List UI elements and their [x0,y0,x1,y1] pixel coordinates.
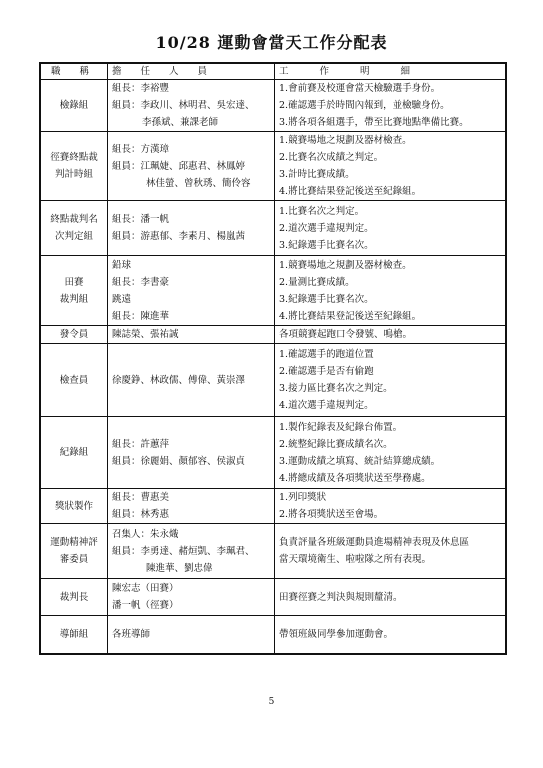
group-cell [40,616,108,654]
tasks-line: 3.紀錄選手比賽名次。 [279,293,374,305]
group-cell [40,579,108,616]
header-staff: 擔 任 人 員 [108,63,275,80]
staff-cell [108,80,275,132]
staff-line: 跳遠 [112,293,132,305]
tasks-line: 3.紀錄選手比賽名次。 [279,239,374,251]
staff-cell [108,201,275,256]
tasks-cell [275,524,507,579]
tasks-cell [275,616,507,654]
tasks-line: 4.將比賽結果登記後送至紀錄組。 [279,310,422,322]
staff-line: 組員：游惠郁、李素月、楊嵐茜 [112,231,246,242]
group-line: 次判定組 [54,231,93,242]
table-row [40,256,506,326]
group-line: 裁判組 [59,293,89,305]
staff-cell [108,417,275,489]
group-cell [40,326,108,344]
header-group: 職 稱 [40,63,108,80]
staff-cell [108,132,275,201]
tasks-line: 2.比賽名次成績之判定。 [279,152,384,163]
tasks-line: 3.接力區比賽名次之判定。 [279,383,393,394]
page-title: 10/28 運動會當天工作分配表 [155,33,388,52]
group-line: 徑賽終點裁 [50,152,98,163]
staff-line: 組員：李政川、林明君、吳宏達、 [112,100,255,111]
group-line: 紀錄組 [59,447,89,458]
header-tasks: 工 作 明 細 [275,63,507,80]
tasks-line: 4.將比賽結果登記後送至紀錄組。 [279,186,422,197]
staff-line: 林佳螢、曾秋琇、簡伶容 [146,177,251,189]
tasks-line: 1.競賽場地之規劃及器材檢查。 [279,135,412,146]
staff-line: 潘一帆（徑賽） [112,600,179,611]
group-line: 導師組 [59,628,89,640]
staff-line: 組長：許蕙萍 [112,438,170,450]
tasks-line: 負責評量各班級運動員進場精神表現及休息區 [279,537,470,548]
table-row [40,579,506,616]
tasks-cell [275,326,507,344]
tasks-line: 1.製作紀錄表及紀錄台佈置。 [279,421,403,433]
staff-line: 組長：李書豪 [112,276,170,288]
tasks-cell [275,256,507,326]
tasks-line: 3.運動成績之填寫、統計結算總成績。 [279,455,441,467]
tasks-line: 4.將總成績及各項獎狀送至學務處。 [279,472,431,484]
tasks-line: 田賽徑賽之判決與規則釐清。 [279,591,403,603]
staff-line: 組長：李裕豐 [112,83,170,94]
group-cell [40,132,108,201]
tasks-line: 帶領班級同學參加運動會。 [279,628,394,640]
tasks-cell [275,417,507,489]
group-cell [40,417,108,489]
group-line: 發令員 [59,329,89,340]
tasks-line: 2.道次選手違規判定。 [279,222,374,234]
tasks-cell [275,201,507,256]
table-header-row [40,63,506,80]
page-number: 5 [268,697,275,707]
staff-cell [108,326,275,344]
group-line: 終點裁判名 [50,214,98,225]
staff-line: 組員：徐麗娟、顏郁容、侯淑貞 [112,455,246,467]
tasks-line: 1.比賽名次之判定。 [279,205,365,217]
group-line: 判計時組 [54,169,93,180]
group-line: 獎狀製作 [54,500,93,512]
staff-line: 鉛球 [112,259,132,271]
staff-line: 組員：李勇達、赭烜凱、李珮君、 [112,545,255,557]
staff-line: 陳進華、劉忠偉 [146,562,213,574]
tasks-line: 3.計時比賽成績。 [279,169,355,180]
staff-line: 陳誌榮、張祐誠 [112,329,179,340]
table-row [40,524,506,579]
group-line: 檢錄組 [59,100,89,111]
table-row [40,80,506,132]
staff-line: 李孫斌、兼課老師 [142,117,219,128]
table-row [40,132,506,201]
group-cell [40,524,108,579]
group-cell [40,201,108,256]
staff-cell [108,579,275,616]
staff-line: 組長：潘一帆 [112,214,170,225]
group-line: 審委員 [59,554,89,565]
tasks-line: 1.確認選手的跑道位置 [279,349,374,360]
table-row [40,326,506,344]
tasks-line: 各項競賽起跑口令發號、鳴槍。 [279,329,413,340]
staff-line: 組長：陳進華 [112,310,170,322]
tasks-line: 2.確認選手於時間內報到，並檢驗身份。 [279,100,450,111]
group-cell [40,80,108,132]
table-body [40,80,506,654]
tasks-line: 4.道次選手違規判定。 [279,400,374,411]
tasks-line: 2.確認選手是否有偷跑 [279,366,374,377]
staff-cell [108,489,275,524]
staff-line: 各班導師 [112,628,151,640]
table-row [40,616,506,654]
tasks-line: 2.將各項獎狀送至會場。 [279,509,384,520]
table-row [40,417,506,489]
staff-line: 組員：林秀惠 [112,509,170,520]
staff-line: 陳宏志（田賽） [112,583,179,594]
tasks-cell [275,579,507,616]
staff-cell [108,616,275,654]
tasks-cell [275,489,507,524]
tasks-line: 1.會前賽及校運會當天檢驗選手身份。 [279,83,441,94]
staff-line: 徐慶錚、林政儒、傅偉、黃崇澤 [112,374,246,386]
tasks-line: 當天環境衛生、啦啦隊之所有表現。 [279,554,432,565]
tasks-cell [275,132,507,201]
group-line: 裁判長 [59,591,89,603]
table-row [40,201,506,256]
group-cell [40,256,108,326]
table-row [40,344,506,417]
tasks-cell [275,80,507,132]
duty-table [39,62,507,655]
table-row [40,489,506,524]
staff-line: 組長：方漢璋 [112,143,170,155]
tasks-line: 2.量測比賽成績。 [279,276,355,288]
group-line: 運動精神評 [50,537,98,548]
group-line: 田賽 [64,276,84,288]
staff-line: 組長：曹惠美 [112,492,170,503]
tasks-cell [275,344,507,417]
staff-line: 召集人：朱永熾 [112,528,179,540]
group-line: 檢查員 [59,374,89,386]
staff-line: 組員：江珮婕、邱惠君、林鳳婷 [112,160,246,172]
staff-cell [108,524,275,579]
staff-cell [108,256,275,326]
group-cell [40,489,108,524]
tasks-line: 1.列印獎狀 [279,492,327,503]
tasks-line: 3.將各項各組選手，帶至比賽地點準備比賽。 [279,117,469,128]
group-cell [40,344,108,417]
tasks-line: 1.競賽場地之規劃及器材檢查。 [279,259,412,271]
staff-cell [108,344,275,417]
tasks-line: 2.統整紀錄比賽成績名次。 [279,438,393,450]
